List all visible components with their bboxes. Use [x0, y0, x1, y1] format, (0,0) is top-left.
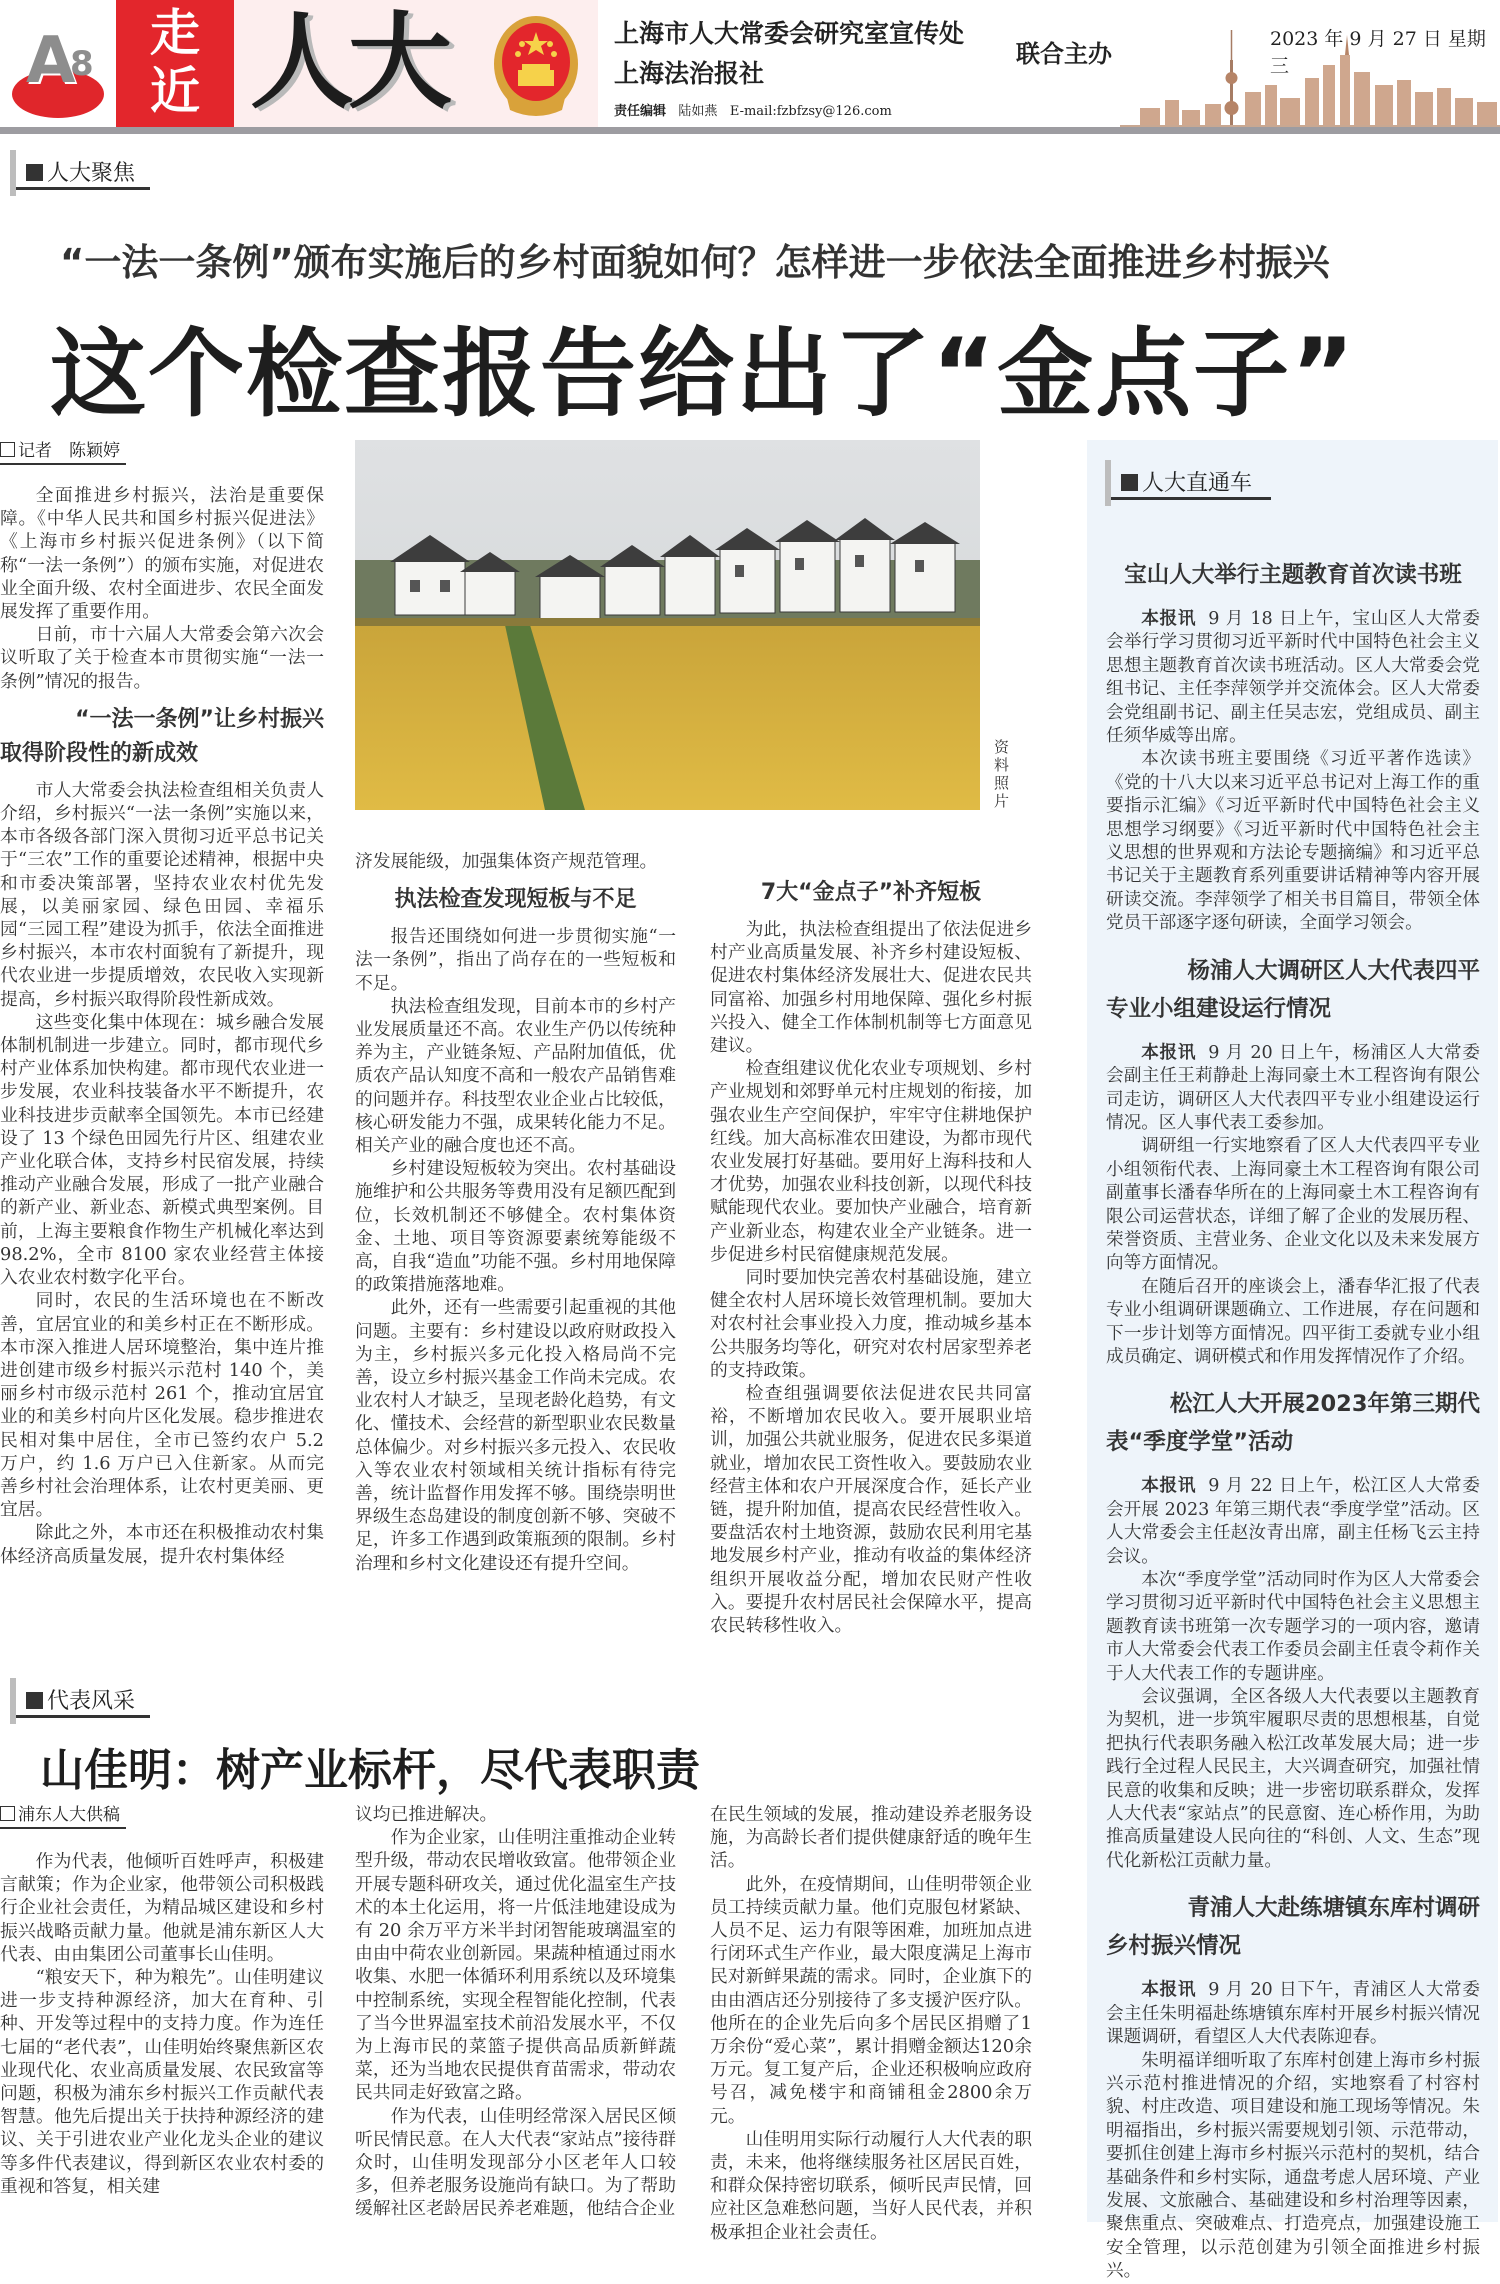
heading-line: 表“季度学堂”活动	[1106, 1429, 1294, 1456]
paragraph	[1106, 1135, 1480, 1275]
paragraph-text: “粮安天下，种为粮先”。山佳明建议进一步支持种源经济，加大在育种、引种、开发等过程中的支持力度。作为连任七届的“老代表”，山佳明始终聚焦新区农业现代化、农业高质量发展、农民致富等问题，积极为浦东乡村振兴工作贡献代表智慧。他先后提出关于扶持种源经济的建议、关于引进农业产业化龙头企业的建议等多件代表建议，得到新区农业农村委的重视和答复，相关建	[0, 1967, 324, 2197]
section-label-text: 人大直通车	[1142, 471, 1253, 496]
paragraph	[1106, 1979, 1480, 2049]
heading-line: 杨浦人大调研区人大代表四平	[1187, 957, 1480, 984]
byline-text: 记者 陈颖婷	[18, 441, 120, 461]
paragraph-text: 本次读书班主要围绕《习近平著作选读》《党的十八大以来习近平总书记对上海工作的重要指示汇编》《习近平新时代中国特色社会主义思想学习纲要》《习近平新时代中国特色社会主义思想的世界观和方法论专题摘编》和习近平总书记关于主题教育系列重要讲话精神等内容开展研读交流。李萍领学了相关书目篇目，带领全体党员干部逐字逐句研读，全面学习领会。	[1106, 749, 1480, 934]
section-heading	[1106, 556, 1480, 594]
paragraph	[355, 1803, 676, 1826]
heading-line: 取得阶段性的新成效	[0, 740, 199, 766]
article-byline	[0, 436, 126, 465]
paragraph-text: 在随后召开的座谈会上，潘春华汇报了代表专业小组调研课题确立、工作进展，存在问题和下一步计划等方面情况。四平街工委就专业小组成员确定、调研模式和作用发挥情况作了介绍。	[1106, 1276, 1480, 1367]
paragraph	[0, 1521, 324, 1567]
paragraph-text: 本次“季度学堂”活动同时作为区人大常委会学习贯彻习近平新时代中国特色社会主义思想主题教育读书班第一次专题学习的一项内容，邀请市人大常委会代表工作委员会副主任袁令莉作关于人大代表工作的专题讲座。	[1106, 1570, 1480, 1684]
square-bullet-icon	[26, 1692, 43, 1709]
section-heading	[0, 703, 324, 771]
heading-line: “一法一条例”让乡村振兴	[75, 706, 324, 732]
paragraph	[1106, 1475, 1480, 1569]
byline-text: 浦东人大供稿	[18, 1805, 120, 1825]
paragraph-text: 这些变化集中体现在：城乡融合发展体制机制进一步建立。同时，都市现代乡村产业体系加快构建。都市现代农业进一步发展，农业科技装备水平不断提升，农业科技进步贡献率全国领先。本市已经建设了 13 个绿色田园先行片区、组建农业产业化联合体，支持乡村民宿发展，持续推动产业融合发展，形成了一批产业融合的新产业、新业态、新模式典型案例。目前，上海主要粮食作物生产机械化率达到 98.2%，全市 8100 家农业经营主体接入农业农村数字化平台。	[0, 1011, 324, 1289]
section-label-text: 人大聚焦	[47, 161, 136, 186]
paragraph	[355, 1296, 676, 1574]
paragraph-text: 作为代表，他倾听百姓呼声，积极建言献策；作为企业家，他带领公司积极践行企业社会责任，为精品城区建设和乡村振兴战略贡献力量。他就是浦东新区人大代表、由由集团公司董事长山佳明。	[0, 1851, 324, 1965]
national-emblem-icon	[492, 14, 580, 120]
heading-line: 7大“金点子”补齐短板	[760, 880, 982, 905]
section-heading	[355, 883, 676, 917]
heading-line: 宝山人大举行主题教育首次读书班	[1124, 562, 1462, 588]
column-name-text: 走近	[150, 4, 200, 120]
column-name-renda: 人大	[250, 1, 447, 123]
page-number-badge	[12, 22, 104, 122]
paragraph	[1106, 1042, 1480, 1136]
paragraph-text: 山佳明用实际行动履行人大代表的职责，未来，他将继续服务社区居民百姓，和群众保持密切联系，倾听民声民情，回应社区急难愁问题，当好人民代表，并积极承担企业社会责任。	[710, 2128, 1032, 2243]
section-heading	[710, 876, 1032, 910]
paragraph-text: 9 月 18 日上午，宝山区人大常委会举行学习贯彻习近平新时代中国特色社会主义思想主题教育首次读书班活动。区人大常委会党组书记、主任李萍领学并交流体会。区人大常委会党组副书记、副主任吴志宏，党组成员、副主任须华威等出席。	[1106, 609, 1480, 747]
paragraph	[0, 623, 324, 693]
paragraph	[1106, 1276, 1480, 1370]
paragraph	[355, 995, 676, 1157]
editor-line	[614, 100, 892, 119]
paragraph	[0, 1289, 324, 1521]
paragraph-text: 市人大常委会执法检查组相关负责人介绍，乡村振兴“一法一条例”实施以来，本市各级各部门深入贯彻习近平总书记关于“三农”工作的重要论述精神，根据中央和市委决策部署，坚持农业农村优先发展，以美丽家园、绿色田园、幸福乐园“三园工程”建设为抓手，依法全面推进乡村振兴，本市农村面貌有了新提升，现代农业进一步提质增效，农民收入实现新提高，乡村振兴取得阶段性新成效。	[0, 779, 324, 1010]
section-label-focus	[10, 156, 150, 190]
article-headline: 这个检查报告给出了“金点子”	[50, 318, 1357, 430]
paragraph	[355, 1826, 676, 2104]
paragraph-text: 执法检查组发现，目前本市的乡村产业发展质量还不高。农业生产仍以传统种养为主，产业链条短、产品附加值低，优质农产品认知度不高和一般农产品销售难的问题并存。科技型农业企业占比较低，核心研发能力不强，成果转化能力不足。相关产业的融合度也还不高。	[355, 995, 676, 1157]
paragraph-text: 报告还围绕如何进一步贯彻实施“一法一条例”，指出了尚存在的一些短板和不足。	[355, 926, 676, 994]
paragraph	[710, 1266, 1032, 1382]
editor-email: E-mail:fzbfzsy@126.com	[729, 104, 892, 119]
dateline-lead: 本报讯	[1141, 1042, 1197, 1063]
paragraph	[710, 2128, 1032, 2244]
column-name-zoujin	[116, 0, 234, 127]
photo-caption: 资料照片	[994, 738, 1010, 810]
paragraph-text: 除此之外，本市还在积极推动农村集体经济高质量发展，提升农村集体经	[0, 1522, 324, 1567]
paragraph-text: 会议强调，全区各级人大代表要以主题教育为契机，进一步筑牢履职尽责的思想根基，自觉把执行代表职务融入松江改革发展大局；进一步践行全过程人民民主，大兴调查研究，加强社情民意的收集和反映；进一步密切联系群众，发挥人大代表“家站点”的民意窗、连心桥作用，为助推高质量建设人民向往的“科创、人文、生态”现代化新松江贡献力量。	[1106, 1687, 1480, 1871]
paragraph-text: 作为企业家，山佳明注重推动企业转型升级，带动农民增收致富。他带领企业开展专题科研攻关，通过优化温室生产技术的本土化运用，将一片低洼地建设成为有 20 余万平方米半封闭智能玻璃温室的由由中荷农业创新园。果蔬种植通过雨水收集、水肥一体循环利用系统以及环境集中控制系统，实现全程智能化控制，代表了当今世界温室技术前沿发展水平，不仅为上海市民的菜篮子提供高品质新鲜蔬菜，还为当地农民提供育苗需求，带动农民共同走好致富之路。	[355, 1827, 676, 2104]
heading-line: 松江人大开展2023年第三期代	[1169, 1391, 1480, 1418]
organizer-1: 上海市人大常委会研究室宣传处	[614, 19, 965, 48]
organizer-2: 上海法治报社	[614, 59, 765, 88]
section-label-express	[1105, 466, 1271, 500]
section-label-text: 代表风采	[47, 1689, 136, 1714]
article-column-3	[710, 866, 1032, 1637]
news-express-column	[1106, 540, 1480, 2284]
paragraph-text: 9 月 20 日上午，杨浦区人大常委会副主任王莉静赴上海同豪土木工程咨询有限公司走访，调研区人大代表四平专业小组建设运行情况。区人事代表工委参加。	[1106, 1042, 1480, 1133]
article-column-1	[0, 484, 324, 1568]
paragraph	[710, 1382, 1032, 1637]
paragraph	[710, 1057, 1032, 1266]
paragraph-text: 日前，市十六届人大常委会第六次会议听取了关于检查本市贯彻实施“一法一条例”情况的报告。	[0, 624, 324, 692]
section-heading	[1106, 952, 1480, 1028]
village-photo	[355, 440, 980, 810]
paragraph	[355, 2105, 676, 2221]
byline-box-icon	[0, 1806, 15, 1821]
paragraph-text: 为此，执法检查组提出了依法促进乡村产业高质量发展、补齐乡村建设短板、促进农村集体经济发展壮大、促进农民共同富裕、加强乡村用地保障、强化乡村振兴投入、健全工作体制机制等七方面意见建议。	[710, 919, 1032, 1057]
paragraph	[0, 1850, 324, 1966]
section-heading	[1106, 1889, 1480, 1965]
paragraph	[355, 925, 676, 995]
dateline-lead: 本报讯	[1141, 1476, 1197, 1497]
paragraph-text: 在民生领域的发展，推动建设养老服务设施，为高龄长者们提供健康舒适的晚年生活。	[710, 1804, 1032, 1872]
editor-name: 陆如燕	[678, 104, 718, 119]
paragraph	[355, 1157, 676, 1296]
paragraph-text: 此外，还有一些需要引起重视的其他问题。主要有：乡村建设以政府财政投入为主，乡村振兴多元化投入格局尚不完善，设立乡村振兴基金工作尚未完成。农业农村人才缺乏，呈现老龄化趋势，有文化、懂技术、会经营的新型职业农民数量总体偏少。对乡村振兴多元投入、农民收入等农业农村领域相关统计指标有待完善，统计监督作用发挥不够。围绕崇明世界级生态岛建设的制度创新不够、突破不足，许多工作遇到政策瓶颈的限制。乡村治理和乡村文化建设还有提升空间。	[355, 1297, 676, 1574]
paragraph-text: 9 月 22 日上午，松江区人大常委会开展 2023 年第三期代表“季度学堂”活动。区人大常委会主任赵汝青出席，副主任杨飞云主持会议。	[1106, 1476, 1480, 1567]
paragraph-text: 检查组建议优化农业专项规划、乡村产业规划和郊野单元村庄规划的衔接，加强农业生产空间保护，牢牢守住耕地保护红线。加大高标准农田建设，为都市现代农业发展打好基础。要用好上海科技和人才优势，加强农业科技创新，以现代科技赋能现代农业。要加快产业融合，培育新产业新业态，构建农业全产业链条。进一步促进乡村民宿健康规范发展。	[710, 1058, 1032, 1265]
paragraph	[1106, 2050, 1480, 2284]
paragraph	[710, 1803, 1032, 1873]
paragraph	[0, 1966, 324, 2198]
paragraph	[1106, 608, 1480, 748]
profile-headline: 山佳明：树产业标杆，尽代表职责	[40, 1745, 700, 1796]
profile-column-3	[710, 1803, 1032, 2244]
paragraph-text: 议均已推进解决。	[355, 1804, 498, 1825]
paragraph-text: 同时，农民的生活环境也在不断改善，宜居宜业的和美乡村正在不断形成。本市深入推进人居环境整治，集中连片推进创建市级乡村振兴示范村 140 个，美丽乡村市级示范村 261 个，推动宜居宜业的和美乡村向片区化发展。稳步推进农民相对集中居住，全市已签约农户 5.2 万户，约 1.6 万户已入住新家。从而完善乡村社会治理体系，让农村更美丽、更宜居。	[0, 1290, 324, 1521]
dateline-lead: 本报讯	[1141, 609, 1197, 629]
article-subheadline: “一法一条例”颁布实施后的乡村面貌如何？怎样进一步依法全面推进乡村振兴	[60, 241, 1330, 284]
section-label-profile	[10, 1684, 150, 1718]
editor-label: 责任编辑	[614, 104, 667, 119]
page-letter: A	[26, 24, 76, 98]
issue-date: 2023 年 9 月 27 日 星期三	[1270, 28, 1486, 77]
square-bullet-icon	[26, 164, 43, 181]
paragraph-text: 作为代表，山佳明经常深入居民区倾听民情民意。在人大代表“家站点”接待群众时，山佳明发现部分小区老年人口较多，但养老服务设施尚有缺口。为了帮助缓解社区老龄居民养老难题，他结合企业	[355, 2105, 676, 2220]
profile-byline	[0, 1800, 126, 1829]
paragraph	[1106, 748, 1480, 935]
paragraph-text: 9 月 20 日下午，青浦区人大常委会主任朱明福赴练塘镇东库村开展乡村振兴情况课题调研，看望区人大代表陈迎春。	[1106, 1980, 1480, 2048]
paragraph-text: 济发展能级，加强集体资产规范管理。	[355, 851, 658, 872]
paragraph	[0, 1011, 324, 1289]
paragraph	[0, 484, 324, 623]
heading-line: 青浦人大赴练塘镇东库村调研	[1187, 1895, 1480, 1922]
paragraph	[0, 779, 324, 1011]
cohost-label: 联合主办	[1016, 40, 1112, 68]
heading-line: 专业小组建设运行情况	[1106, 995, 1332, 1022]
paragraph-text: 朱明福详细听取了东库村创建上海市乡村振兴示范村推进情况的介绍，实地察看了村容村貌、村庄改造、项目建设和施工现场等情况。朱明福指出，乡村振兴需要规划引领、示范带动，要抓住创建上海市乡村振兴示范村的契机，结合基础条件和乡村实际，通盘考虑人居环境、产业发展、文旅融合、基础建设和乡村治理等因素，聚焦重点、突破难点、打造亮点，加强建设施工安全管理，以示范创建为引领全面推进乡村振兴。	[1106, 2050, 1480, 2282]
masthead-rule	[0, 127, 1500, 134]
paragraph-text: 全面推进乡村振兴，法治是重要保障。《中华人民共和国乡村振兴促进法》《上海市乡村振兴促进条例》（以下简称“一法一条例”）的颁布实施，对促进农业全面升级、农村全面进步、农民全面发展发挥了重要作用。	[0, 485, 324, 623]
paragraph-text: 此外，在疫情期间，山佳明带领企业员工持续贡献力量。他们克服包材紧缺、人员不足、运力有限等困难，加班加点进行闭环式生产作业，最大限度满足上海市民对新鲜果蔬的需求。同时，企业旗下的由由酒店还分别接待了多支援沪医疗队。他所在的企业先后向多个居民区捐赠了1万余份“爱心菜”，累计捐赠金额达120余万元。复工复产后，企业还积极响应政府号召，减免楼宇和商铺租金2800余万元。	[710, 1873, 1032, 2127]
paragraph	[710, 918, 1032, 1057]
dateline-lead: 本报讯	[1141, 1980, 1197, 2001]
section-heading	[1106, 1385, 1480, 1461]
paragraph	[710, 1873, 1032, 2128]
article-column-2	[355, 850, 676, 1575]
paragraph-text: 同时要加快完善农村基础设施，建立健全农村人居环境长效管理机制。要加大对农村社会事业投入力度，推动城乡基本公共服务均等化，研究对农村居家型养老的支持政策。	[710, 1267, 1032, 1381]
paragraph	[1106, 1686, 1480, 1873]
heading-line: 执法检查发现短板与不足	[394, 887, 637, 913]
paragraph-text: 乡村建设短板较为突出。农村基础设施维护和公共服务等费用没有足额匹配到位，长效机制还不够健全。农村集体资金、土地、项目等资源要素统筹能级不高，自我“造血”功能不强。乡村用地保障的政策措施落地难。	[355, 1158, 676, 1296]
page-digit: 8	[70, 44, 94, 84]
square-bullet-icon	[1121, 474, 1138, 491]
profile-column-2	[355, 1803, 676, 2221]
byline-box-icon	[0, 442, 15, 457]
paragraph	[355, 850, 676, 873]
profile-column-1	[0, 1850, 324, 2198]
paragraph	[1106, 1569, 1480, 1686]
heading-line: 乡村振兴情况	[1106, 1933, 1242, 1960]
paragraph-text: 调研组一行实地察看了区人大代表四平专业小组领衔代表、上海同豪土木工程咨询有限公司副董事长潘春华所在的上海同豪土木工程咨询有限公司运营状态，详细了解了企业的发展历程、荣誉资质、主营业务、企业文化以及未来发展方向等方面情况。	[1106, 1136, 1480, 1274]
paragraph-text: 检查组强调要依法促进农民共同富裕，不断增加农民收入。要开展职业培训，加强公共就业服务，促进农民多渠道就业，增加农民工资性收入。要鼓励农业经营主体和农户开展深度合作，延长产业链，提升附加值，提高农民经营性收入。要盘活农村土地资源，鼓励农民利用宅基地发展乡村产业，推动有收益的集体经济组织开展收益分配，增加农民财产性收入。要提升农村居民社会保障水平，提高农民转移性收入。	[710, 1383, 1032, 1637]
